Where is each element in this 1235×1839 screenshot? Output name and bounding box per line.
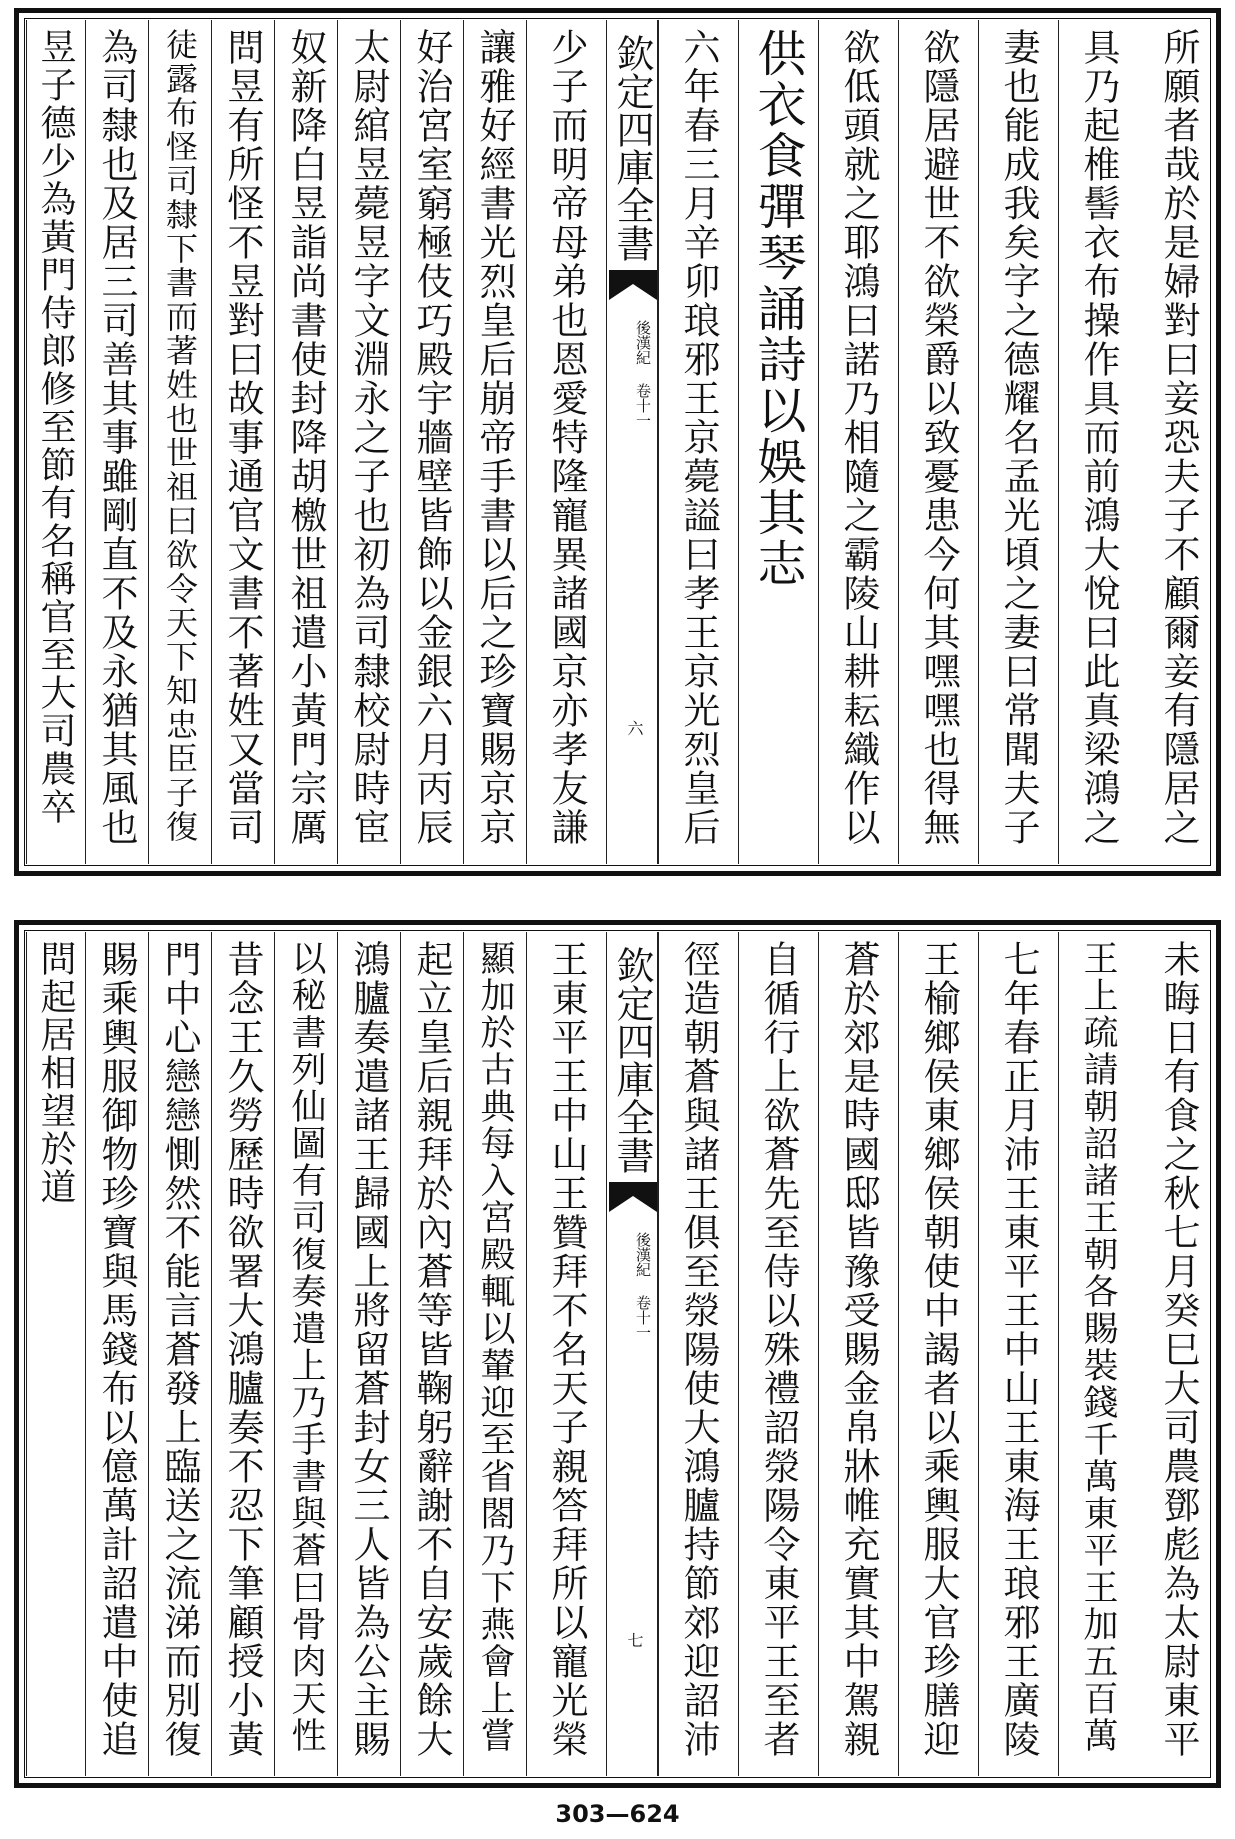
column-text: 未晦日有食之秋七月癸巳大司農鄧彪為太尉東平 [1157,940,1200,1759]
column-text: 昔念王久勞歷時欲署大鴻臚奏不忍下筆顧授小黃 [221,940,264,1759]
column-text: 供衣食彈琴誦詩以娛其志 [750,28,807,589]
column-text: 王東平王中山王贊拜不名天子親答拜所以寵光榮 [545,940,588,1759]
gutter-book-title: 欽定四庫全書 [610,945,654,1174]
top-page [14,8,1221,876]
text-column [148,932,211,1776]
gutter-chapter-label: 後漢紀 卷十一 [634,1232,652,1340]
column-text: 具乃起椎髻衣布操作具而前鴻大悅曰此真梁鴻之 [1077,28,1120,847]
column-text: 徒露布怪司隸下書而著姓也世祖曰欲令天下知忠臣子復 [161,28,199,844]
column-text: 門中心戀戀惻然不能言蒼發上臨送之流涕而別復 [158,940,201,1759]
text-column [26,20,85,864]
column-text: 王上疏請朝詔諸王朝各賜裝錢千萬東平王加五百萬 [1078,940,1118,1754]
text-column [400,932,463,1776]
text-column [26,932,85,1776]
column-text: 七年春正月沛王東平王中山王東海王琅邪王廣陵 [997,940,1040,1759]
text-column [898,932,978,1776]
column-text: 王榆鄉侯東鄉侯朝使中謁者以乘輿服大官珍膳迎 [917,940,960,1759]
gutter-book-title: 欽定四庫全書 [610,33,654,262]
text-column [818,20,898,864]
column-text: 欲隱居避世不欲榮爵以致憂患今何其嘿嘿也得無 [917,28,960,847]
bottom-page [14,920,1221,1788]
column-text: 欲低頭就之耶鴻曰諾乃相隨之霸陵山耕耘織作以 [837,28,880,847]
text-column [1058,20,1138,864]
column-text: 妻也能成我矣字之德耀名孟光頃之妻曰常聞夫子 [997,28,1040,847]
column-text: 所願者哉於是婦對曰妾恐夫子不顧爾妾有隱居之 [1157,28,1200,847]
text-column [211,20,274,864]
text-column [337,932,400,1776]
text-column [1138,20,1218,864]
column-text: 自循行上欲蒼先至侍以殊禮詔滎陽令東平王至者 [757,940,800,1759]
column-text: 好治宮室窮極伎巧殿宇牆壁皆飾以金銀六月丙辰 [410,28,453,847]
column-text: 六年春三月辛卯琅邪王京薨謚曰孝王京光烈皇后 [677,28,720,847]
text-column [85,20,148,864]
text-column [1138,932,1218,1776]
text-column [658,932,738,1776]
text-column [738,20,818,864]
gutter-folio: 六 [625,720,644,736]
column-text: 太尉綰昱薨昱字文淵永之子也初為司隸校尉時宦 [347,28,390,847]
column-text: 顯加於古典每入宮殿輒以輦迎至省閤乃下燕會上嘗 [475,940,515,1754]
column-text: 鴻臚奏遣諸王歸國上將留蒼封女三人皆為公主賜 [347,940,390,1759]
text-column [463,932,526,1776]
text-column [274,20,337,864]
text-column [898,20,978,864]
column-text: 以秘書列仙圖有司復奏遣上乃手書與蒼曰骨肉天性 [286,940,326,1754]
text-column [85,932,148,1776]
column-text: 少子而明帝母弟也恩愛特隆寵異諸國京亦孝友謙 [545,28,588,847]
bottom-page-columns [26,932,1209,1776]
column-text: 賜乘輿服御物珍寶與馬錢布以億萬計詔遣中使追 [95,940,138,1759]
text-column [658,20,738,864]
text-column [978,932,1058,1776]
column-text: 問昱有所怪不昱對曰故事通官文書不著姓又當司 [221,28,264,847]
text-column [148,20,211,864]
fishtail-mark-icon [609,1182,657,1212]
text-column [526,20,606,864]
center-gutter [606,932,658,1776]
column-text: 蒼於郊是時國邸皆豫受賜金帛牀帷充實其中駕親 [837,940,880,1759]
text-column [978,20,1058,864]
page-number: 303—624 [555,1800,680,1828]
column-text: 問起居相望於道 [35,940,76,1206]
gutter-folio: 七 [625,1632,644,1648]
text-column [738,932,818,1776]
text-column [274,932,337,1776]
column-text: 徑造朝蒼與諸王俱至滎陽使大鴻臚持節郊迎詔沛 [677,940,720,1759]
text-column [463,20,526,864]
text-column [400,20,463,864]
text-column [526,932,606,1776]
top-page-columns [26,20,1209,864]
column-text: 起立皇后親拜於內蒼等皆鞠躬辭謝不自安歲餘大 [410,940,453,1759]
fishtail-mark-icon [609,270,657,300]
column-text: 為司隸也及居三司善其事雖剛直不及永猶其風也 [95,28,138,847]
text-column [337,20,400,864]
center-gutter [606,20,658,864]
column-text: 讓雅好經書光烈皇后崩帝手書以后之珍寶賜京京 [473,28,516,847]
column-text: 昱子德少為黃門侍郎修至節有名稱官至大司農卒 [35,28,76,826]
text-column [1058,932,1138,1776]
text-column [211,932,274,1776]
column-text: 奴新降白昱詣尚書使封降胡檄世祖遣小黃門宗厲 [284,28,327,847]
gutter-chapter-label: 後漢紀 卷十一 [634,320,652,428]
text-column [818,932,898,1776]
